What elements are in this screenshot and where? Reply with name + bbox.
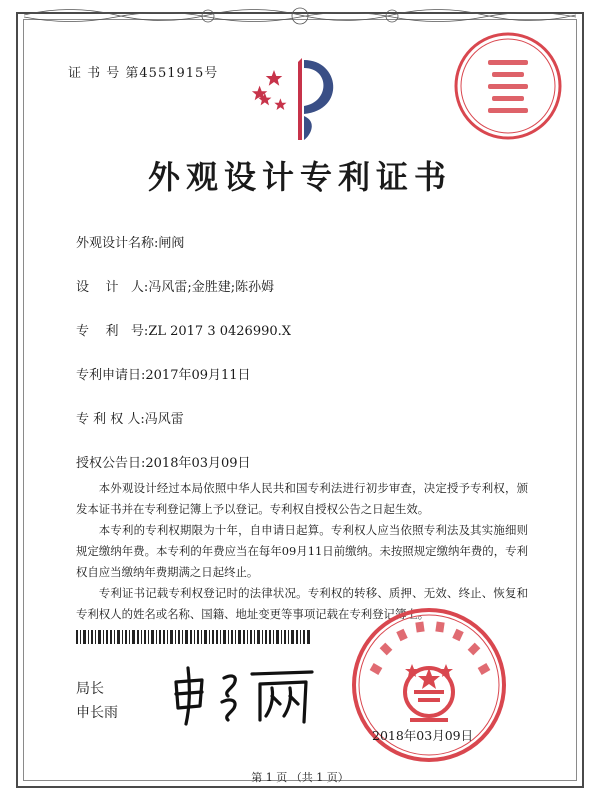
field-value: ZL 2017 3 0426990.X [148, 324, 292, 339]
handwritten-signature [168, 660, 318, 728]
certificate-title: 外观设计专利证书 [147, 158, 452, 196]
field-value: 2018年03月09日 [145, 456, 251, 471]
patent-office-logo [248, 52, 348, 144]
designer-field [76, 276, 274, 295]
page-indicator: 第 1 页 （共 1 页） [251, 771, 349, 784]
signatory-title: 局长 [76, 681, 104, 697]
field-label: 外观设计名称: [76, 236, 159, 251]
certificate-number: 证 书 号 第4551915号 [68, 66, 219, 81]
seal-date: 2018年03月09日 [372, 728, 474, 743]
field-value: 冯风雷 [144, 412, 184, 427]
field-value: 闸阀 [158, 236, 185, 251]
field-value: 2017年09月11日 [145, 368, 251, 383]
signatory-name: 申长雨 [76, 705, 118, 721]
field-value: 冯风雷;金胜建;陈孙姆 [148, 280, 275, 295]
patent-number-field [76, 320, 291, 339]
field-label: 专 利 权 人: [76, 412, 145, 427]
field-label: 专 利 号: [76, 324, 149, 339]
small-red-seal [452, 30, 564, 142]
certificate-body [76, 478, 528, 625]
patentee-field [76, 408, 184, 427]
field-label: 设 计 人: [76, 280, 149, 295]
grant-date-field [76, 452, 251, 471]
top-ornament [24, 4, 576, 26]
application-date-field [76, 364, 251, 383]
field-label: 专利申请日: [76, 368, 146, 383]
body-paragraph: 本外观设计经过本局依照中华人民共和国专利法进行初步审查，决定授予专利权，颁发本证书并在专利登记簿上予以登记。专利权自授权公告之日起生效。 [76, 481, 528, 516]
body-paragraph: 本专利的专利权期限为十年，自申请日起算。专利权人应当依照专利法及其实施细则规定缴纳年费。本专利的年费应当在每年09月11日前缴纳。未按照规定缴纳年费的，专利权自应当缴纳年费期满之日起终止。 [76, 523, 528, 579]
body-paragraph: 专利证书记载专利权登记时的法律状况。专利权的转移、质押、无效、终止、恢复和专利权人的姓名或名称、国籍、地址变更等事项记载在专利登记簿上。 [76, 586, 528, 621]
barcode [76, 630, 310, 644]
design-name-field [76, 232, 184, 251]
field-label: 授权公告日: [76, 456, 146, 471]
